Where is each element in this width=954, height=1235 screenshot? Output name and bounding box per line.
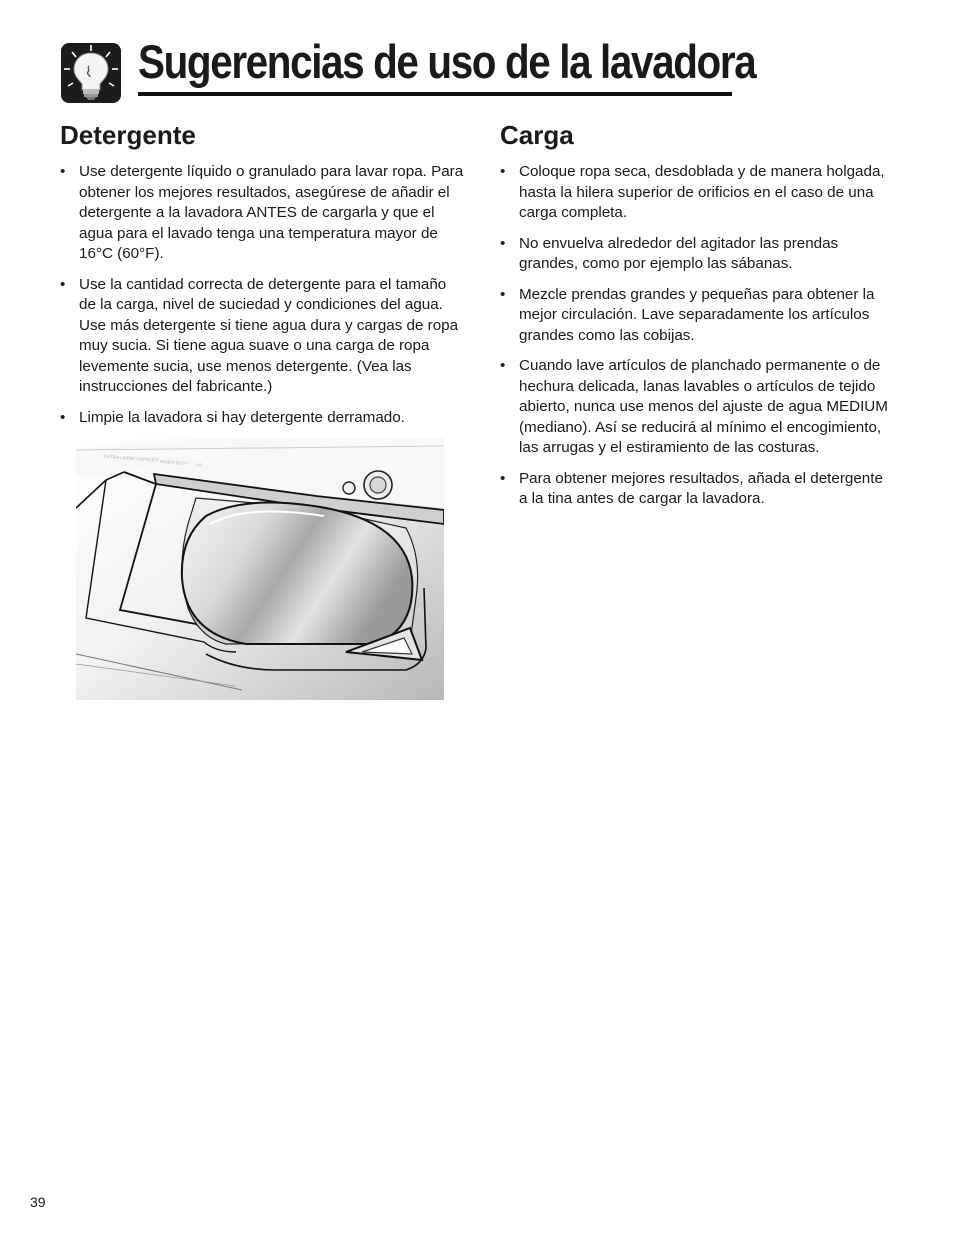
page-number: 39 [30,1194,46,1210]
list-item: • Use la cantidad correcta de detergente para el tamaño de la carga, nivel de suciedad y condiciones del agua. Use más detergente si tiene agua dura y cargas de ropa muy sucia. Si tiene agua suave o una carga de ropa levemente sucia, use menos detergente. (Vea las instrucciones del fabricante.) [60,275,464,398]
carga-list [500,162,895,510]
lightbulb-tip-icon [60,42,122,104]
title-underline [138,92,732,96]
list-item: • Limpie la lavadora si hay detergente derramado. [60,408,464,429]
detergente-heading: Detergente [60,120,196,150]
panel-label: HEAVY DUTY [159,459,189,466]
panel-label: LA [195,462,202,468]
list-item: • Coloque ropa seca, desdoblada y de manera holgada, hasta la hilera superior de orificios en el caso de una carga completa. [500,162,895,224]
detergente-section [60,118,464,438]
detergente-list [60,162,464,428]
panel-label: EXTRA LARGE CAPACITY [103,454,159,463]
list-item: • No envuelva alrededor del agitador las prendas grandes, como por ejemplo las sábanas. [500,234,895,275]
page-title: Sugerencias de uso de la lavadora [138,35,756,88]
carga-section [500,118,895,520]
list-item: • Use detergente líquido o granulado para lavar ropa. Para obtener los mejores resultados, asegúrese de añadir el detergente a la lavadora ANTES de cargarla y que el agua para el lavado tenga una temperatura mayor de 16°C (60°F). [60,162,464,265]
list-item: • Para obtener mejores resultados, añada el detergente a la tina antes de cargar la lavadora. [500,469,895,510]
list-item: • Mezcle prendas grandes y pequeñas para obtener la mejor circulación. Lave separadamente los artículos grandes como las cobijas. [500,285,895,347]
washer-top-illustration [76,438,444,700]
page-header [60,35,756,102]
list-item: • Cuando lave artículos de planchado permanente o de hechura delicada, lanas lavables o artículos de tejido abierto, nunca use menos del ajuste de agua MEDIUM (mediano). Así se reducirá al mínimo el encogimiento, las arrugas y el estiramiento de las costuras. [500,356,895,459]
carga-heading: Carga [500,120,574,150]
